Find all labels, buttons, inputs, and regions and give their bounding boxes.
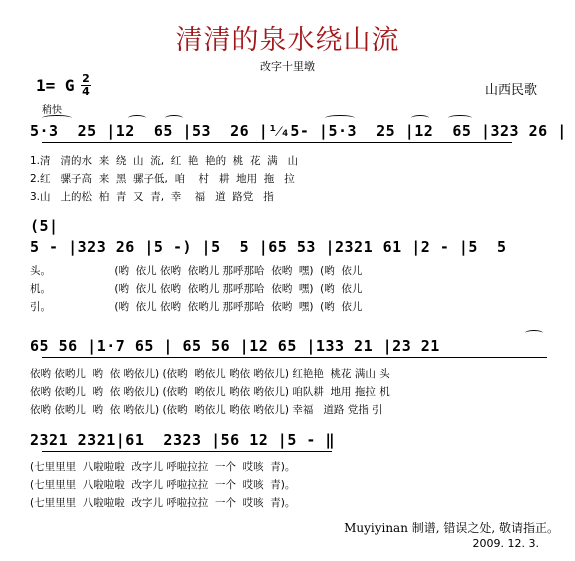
slur-mark xyxy=(165,115,183,121)
beam-line xyxy=(42,357,547,358)
lyric-row-2-verse-2: 机。 (哟 依儿 依哟 依哟儿 那呼那哈 依哟 嘿) (哟 依儿 xyxy=(30,283,363,295)
lyric-row-2-verse-1: 头。 (哟 依儿 依哟 依哟儿 那呼那哈 依哟 嘿) (哟 依儿 xyxy=(30,265,363,277)
meter-bottom: 4 xyxy=(82,85,90,98)
date-note: 2009. 12. 3. xyxy=(472,537,539,550)
notation-row-3: 65 56 |1·7 65 | 65 56 |12 65 |133 21 |23 21 xyxy=(30,337,440,355)
slur-mark xyxy=(448,115,472,121)
key-signature: 1= G xyxy=(36,76,75,95)
tempo-marking: 稍快 xyxy=(42,105,62,116)
time-signature xyxy=(80,73,92,98)
lyric-row-4-verse-3: (七里里里 八啦啦啦 改字儿 呼啦拉拉 一个 哎咳 青)。 xyxy=(30,497,296,509)
lyric-row-1-verse-1: 1.清 清的水 来 绕 山 流, 红 艳 艳的 桃 花 满 山 xyxy=(30,155,299,167)
slur-mark xyxy=(128,115,146,121)
slur-mark xyxy=(525,330,543,336)
lyric-row-4-verse-1: (七里里里 八啦啦啦 改字儿 呼啦拉拉 一个 哎咳 青)。 xyxy=(30,461,296,473)
notation-row-1: 5·3 25 |12 65 |53 26 |¹⁄₄5- |5·3 25 |12 65 |323 26 | xyxy=(30,122,567,140)
lyric-row-3-verse-2: 依哟 依哟儿 哟 依 哟依儿) (依哟 哟依儿 哟依 哟依儿) 咱队耕 地用 拖拉 机 xyxy=(30,386,390,398)
notation-row-4: 2321 2321|61 2323 |56 12 |5 - ‖ xyxy=(30,431,335,449)
slur-mark xyxy=(325,115,355,121)
credit-note: Muyiyinan 制谱, 错误之处, 敬请指正。 xyxy=(344,521,559,535)
song-title: 清清的泉水绕山流 xyxy=(175,25,400,56)
beam-line xyxy=(42,142,512,143)
lyric-row-4-verse-2: (七里里里 八啦啦啦 改字儿 呼啦拉拉 一个 哎咳 青)。 xyxy=(30,479,296,491)
lyric-row-1-verse-3: 3.山 上的松 柏 青 又 青, 幸 福 道 路党 指 xyxy=(30,191,274,203)
song-subtitle: 改字十里墩 xyxy=(260,60,315,73)
slur-mark xyxy=(411,115,429,121)
song-origin: 山西民歌 xyxy=(484,83,537,98)
lyric-row-3-verse-3: 依哟 依哟儿 哟 依 哟依儿) (依哟 哟依儿 哟依 哟依儿) 幸福 道路 党指 引 xyxy=(30,404,383,416)
beam-line xyxy=(42,451,332,452)
meter-top: 2 xyxy=(82,72,90,85)
notation-row-2: (5| 5 - |323 26 |5 -) |5 5 |65 53 |2321 61 |2 - |5 5 xyxy=(30,217,507,256)
lyric-row-2-verse-3: 引。 (哟 依儿 依哟 依哟儿 那呼那哈 依哟 嘿) (哟 依儿 xyxy=(30,301,363,313)
slur-mark xyxy=(42,115,72,121)
lyric-row-1-verse-2: 2.红 骡子高 来 黑 骡子低, 咱 村 耕 地用 拖 拉 xyxy=(30,173,295,185)
lyric-row-3-verse-1: 依哟 依哟儿 哟 依 哟依儿) (依哟 哟依儿 哟依 哟依儿) 红艳艳 桃花 满山 头 xyxy=(30,368,390,380)
